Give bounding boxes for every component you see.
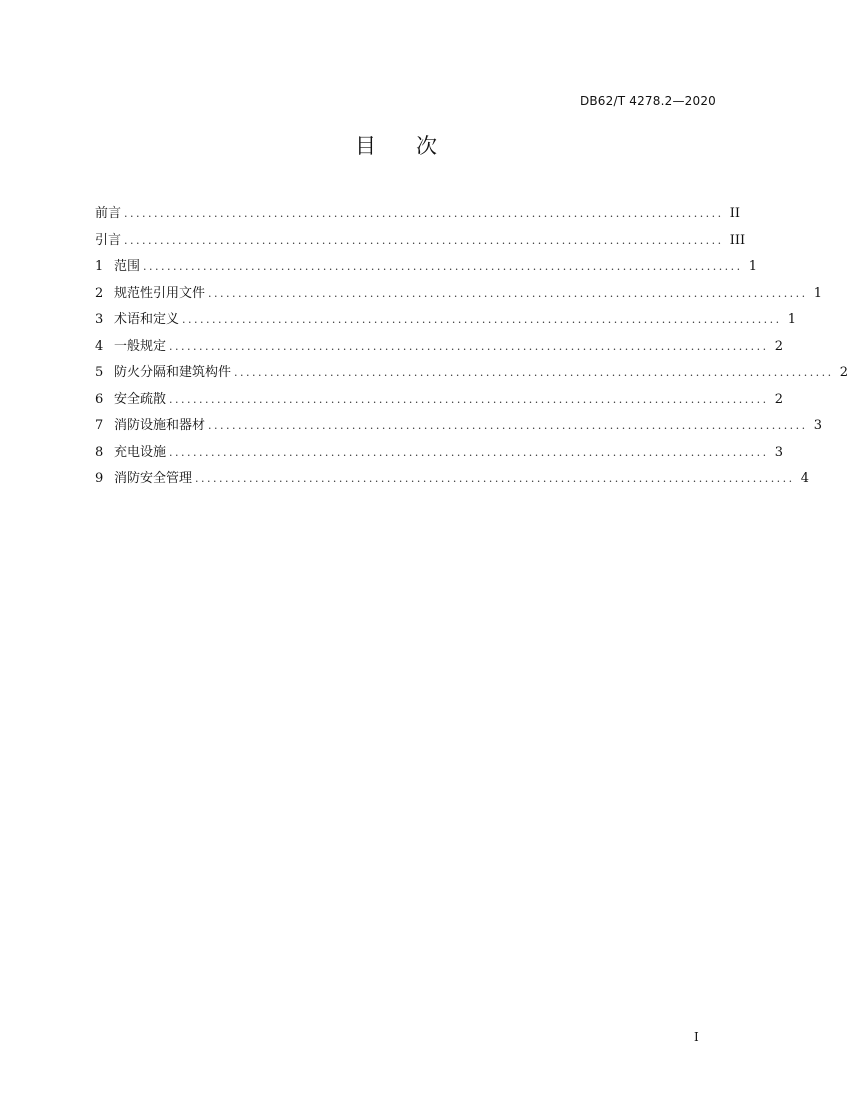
toc-entry-page: 4 bbox=[800, 471, 809, 486]
toc-entry-4[interactable] bbox=[95, 334, 783, 361]
toc-entry-page: 3 bbox=[813, 418, 822, 433]
toc-dot-leader: .................................................................................................... bbox=[208, 286, 808, 300]
toc-entry-foreword[interactable] bbox=[95, 201, 740, 228]
toc-entry-page: 1 bbox=[813, 285, 822, 301]
toc-dot-leader: .................................................................................................... bbox=[169, 392, 769, 406]
toc-entry-6[interactable] bbox=[95, 387, 783, 414]
toc-dot-leader: .................................................................................................... bbox=[182, 313, 782, 326]
toc-entry-label: 规范性引用文件 bbox=[114, 285, 206, 301]
toc-entry-number: 6 bbox=[95, 391, 104, 407]
toc-entry-page: 2 bbox=[774, 338, 783, 354]
toc-entry-9[interactable] bbox=[95, 466, 809, 493]
page-number: I bbox=[694, 1030, 699, 1044]
toc-entry-number: 8 bbox=[95, 444, 104, 460]
toc-entry-number: 9 bbox=[95, 471, 104, 486]
toc-entry-number: 5 bbox=[95, 365, 104, 380]
toc-dot-leader: .................................................................................................... bbox=[195, 472, 795, 485]
toc-dot-leader: .................................................................................................... bbox=[124, 233, 724, 247]
toc-entry-label: 一般规定 bbox=[114, 338, 167, 354]
toc-entry-page: 2 bbox=[839, 365, 848, 380]
toc-title bbox=[0, 130, 792, 160]
toc-entry-label: 引言 bbox=[95, 232, 122, 248]
toc-entry-page: 3 bbox=[774, 444, 783, 460]
toc-dot-leader: .................................................................................................... bbox=[208, 419, 808, 432]
toc-dot-leader: .................................................................................................... bbox=[234, 366, 834, 379]
toc-entry-2[interactable] bbox=[95, 281, 822, 308]
toc-entry-label: 前言 bbox=[95, 206, 122, 221]
toc-entry-number: 7 bbox=[95, 418, 104, 433]
toc-title-char-2: 次 bbox=[416, 134, 437, 158]
toc-entry-7[interactable] bbox=[95, 413, 822, 440]
toc-entry-5[interactable] bbox=[95, 360, 848, 387]
toc-entry-page: 1 bbox=[787, 312, 796, 327]
toc-entry-label: 范围 bbox=[114, 259, 141, 274]
toc-entry-page: 2 bbox=[774, 391, 783, 407]
toc-entry-page: III bbox=[729, 232, 746, 248]
toc-entry-label: 安全疏散 bbox=[114, 391, 167, 407]
toc-entry-1[interactable] bbox=[95, 254, 757, 281]
toc-title-char-1: 目 bbox=[355, 134, 376, 158]
toc-entry-number: 3 bbox=[95, 312, 104, 327]
toc-entry-introduction[interactable] bbox=[95, 228, 746, 255]
toc-entry-label: 消防安全管理 bbox=[114, 471, 193, 486]
toc-dot-leader: .................................................................................................... bbox=[169, 339, 769, 353]
toc-entry-number: 2 bbox=[95, 285, 104, 301]
toc-entry-label: 充电设施 bbox=[114, 444, 167, 460]
toc-entry-number: 4 bbox=[95, 338, 104, 354]
toc-entry-page: II bbox=[729, 206, 740, 221]
toc-entry-number: 1 bbox=[95, 259, 104, 274]
toc-entry-3[interactable] bbox=[95, 307, 796, 334]
toc-entry-page: 1 bbox=[748, 259, 757, 274]
toc-entry-8[interactable] bbox=[95, 440, 783, 467]
toc-dot-leader: .................................................................................................... bbox=[143, 260, 743, 273]
toc-entry-label: 防火分隔和建筑构件 bbox=[114, 365, 232, 380]
document-code: DB62/T 4278.2—2020 bbox=[579, 94, 716, 108]
toc-entry-label: 术语和定义 bbox=[114, 312, 180, 327]
toc-dot-leader: .................................................................................................... bbox=[124, 207, 724, 220]
toc-dot-leader: .................................................................................................... bbox=[169, 445, 769, 459]
toc-entry-label: 消防设施和器材 bbox=[114, 418, 206, 433]
table-of-contents bbox=[95, 201, 848, 493]
